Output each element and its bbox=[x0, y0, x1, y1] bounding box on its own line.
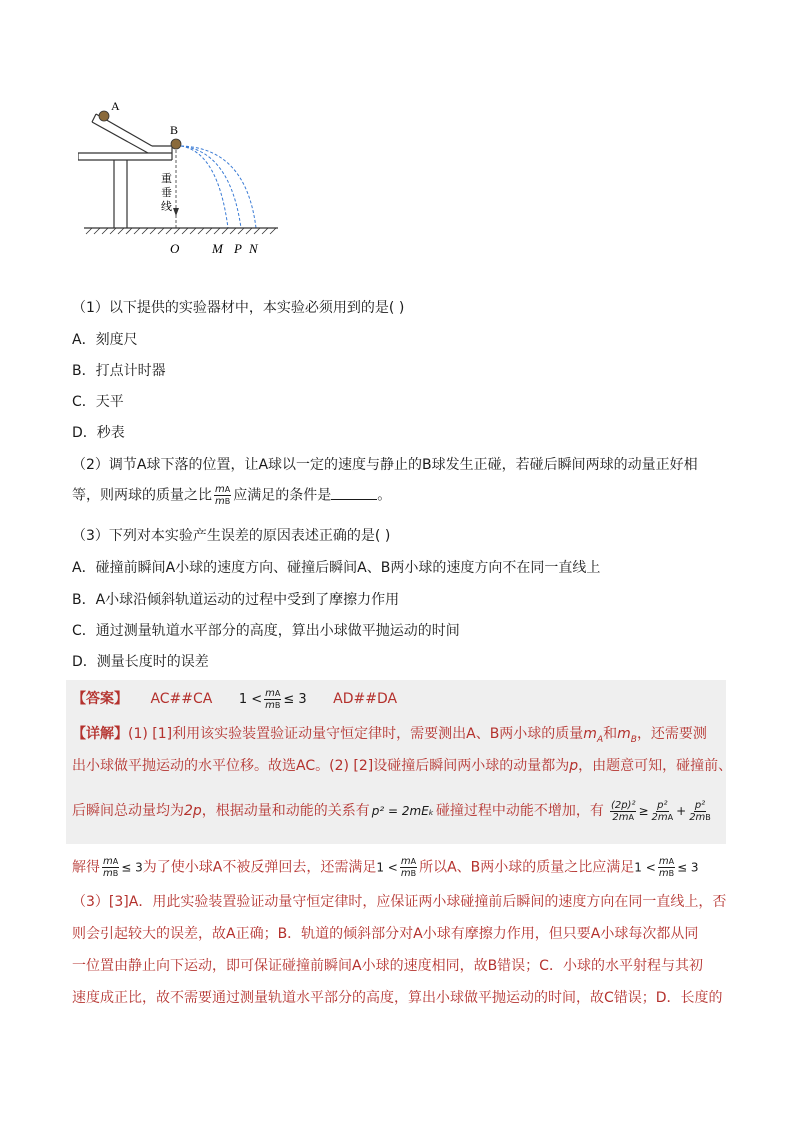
q1-option-d: D．秒表 bbox=[72, 425, 125, 441]
ground-hatching bbox=[86, 228, 276, 234]
plumb-text-2: 垂 bbox=[161, 186, 172, 199]
plumb-text-3: 线 bbox=[161, 200, 172, 213]
trajectory-P bbox=[181, 146, 241, 228]
q3-option-a: A．碰撞前瞬间A小球的速度方向、碰撞后瞬间A、B两小球的速度方向不在同一直线上 bbox=[72, 560, 601, 576]
q3-option-b: B．A小球沿倾斜轨道运动的过程中受到了摩擦力作用 bbox=[72, 592, 400, 608]
ball-A bbox=[99, 111, 109, 121]
ramp-bottom-edge bbox=[92, 122, 148, 153]
mass-ratio-fraction: $\frac{mA}{mB}$ bbox=[215, 484, 231, 507]
plumb-text-1: 重 bbox=[161, 172, 172, 185]
ball-B bbox=[171, 139, 181, 149]
detail-line5: （3）[3]A．用此实验装置验证动量守恒定律时，应保证两小球碰撞前后瞬间的速度方向在同一直线上，否 bbox=[72, 894, 727, 910]
detail-line1: 【详解】(1) [1]利用该实验装置验证动量守恒定律时，需要测出A、B两小球的质量$m_A$和$m_B$，还需要测 bbox=[72, 726, 707, 745]
label-B: B bbox=[170, 123, 179, 137]
detail-line2: 出小球做平抛运动的水平位移。故选AC。(2) [2]设碰撞后瞬间两小球的动量都为p，由题意可知，碰撞前、 bbox=[72, 758, 733, 774]
label-O: O bbox=[170, 241, 180, 256]
experiment-diagram bbox=[78, 96, 298, 261]
detail-line8: 速度成正比，故不需要通过测量轨道水平部分的高度，算出小球做平抛运动的时间，故C错误；D．长度的 bbox=[72, 990, 723, 1006]
plumb-arrow bbox=[173, 208, 179, 216]
answer-1: AC##CA bbox=[150, 691, 213, 707]
answer-3: AD##DA bbox=[333, 691, 398, 707]
detail-line6: 则会引起较大的误差，故A正确；B．轨道的倾斜部分对A小球有摩擦力作用，但只要A小球每次都从同 bbox=[72, 926, 699, 942]
q1-option-c: C．天平 bbox=[72, 394, 124, 410]
inequality: $\frac{\text{(2p)²}}{2mA}$ ≥ $\frac{\text{p²}}{2mA}$ + $\frac{\text{p²}}{2mB}$ bbox=[610, 800, 711, 823]
label-N: N bbox=[249, 241, 258, 256]
answer-blank bbox=[331, 487, 377, 500]
label-M: M bbox=[212, 241, 223, 256]
detail-line4: 解得 $\frac{mA}{mB}$ ≤ 3为了使小球A不被反弹回去，还需满足1 < $\frac{mA}{mB}$ 所以A、B两小球的质量之比应满足1 < $\frac{mA}{mB}$ ≤ 3 bbox=[72, 856, 699, 879]
answer-label: 【答案】 bbox=[72, 691, 128, 707]
q3-option-d: D．测量长度时的误差 bbox=[72, 654, 209, 670]
q2-line2: 等，则两球的质量之比 $\frac{mA}{mB}$ 应满足的条件是 。 bbox=[72, 484, 392, 507]
q1-option-b: B．打点计时器 bbox=[72, 363, 166, 379]
q2-line2-post: 应满足的条件是 bbox=[233, 487, 332, 504]
detail-line3: 后瞬间总动量均为2p，根据动量和动能的关系有 p² = 2mEₖ 碰撞过程中动能不增加，有 $\frac{\text{(2p)²}}{2mA}$ ≥ $\frac{\text{p²}}{2mA}$ + $\frac{\text{p²}}{2mB}$ bbox=[72, 800, 714, 823]
label-P: P bbox=[234, 241, 242, 256]
q2-line1: （2）调节A球下落的位置，让A球以一定的速度与静止的B球发生正碰，若碰后瞬间两球的动量正好相 bbox=[72, 457, 698, 473]
q3-stem: （3）下列对本实验产生误差的原因表述正确的是( ) bbox=[72, 528, 391, 544]
detail-line7: 一位置由静止向下运动，即可保证碰撞前瞬间A小球的速度相同，故B错误；C．小球的水平射程与其初 bbox=[72, 958, 703, 974]
trajectory-N bbox=[181, 146, 256, 228]
q1-stem: （1）以下提供的实验器材中，本实验必须用到的是( ) bbox=[72, 300, 405, 316]
answer-2: 1 < $\frac{mA}{mB}$ ≤ 3 bbox=[238, 688, 307, 711]
q2-line2-pre: 等，则两球的质量之比 bbox=[72, 487, 212, 504]
label-A: A bbox=[111, 99, 120, 113]
answer-line bbox=[72, 688, 397, 711]
q3-option-c: C．通过测量轨道水平部分的高度，算出小球做平抛运动的时间 bbox=[72, 623, 460, 639]
q1-option-a: A．刻度尺 bbox=[72, 332, 138, 348]
